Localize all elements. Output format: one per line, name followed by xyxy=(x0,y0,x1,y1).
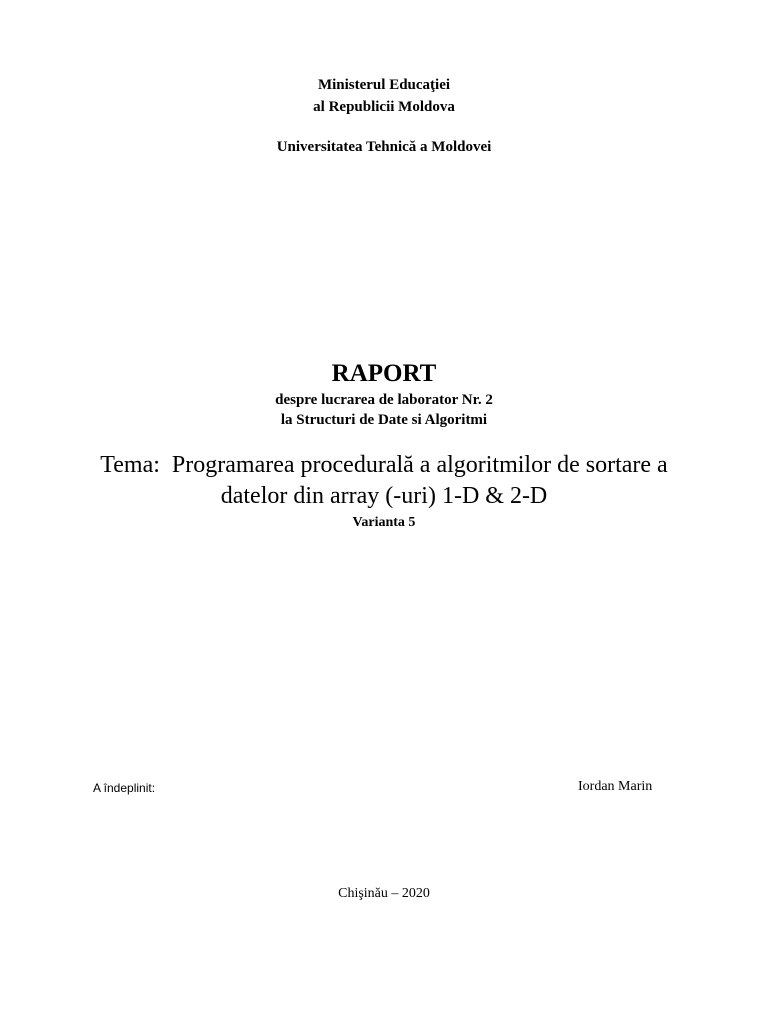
theme-line-1: Tema: Programarea procedurală a algoritmilor de sortare a xyxy=(100,452,668,478)
report-variant: Varianta 5 xyxy=(352,515,416,530)
report-title: RAPORT xyxy=(331,360,437,387)
report-subtitle xyxy=(0,390,768,430)
footer-place-year: Chişinău – 2020 xyxy=(338,886,430,901)
report-theme xyxy=(0,450,768,512)
ministry-line-2: al Republicii Moldova xyxy=(313,99,455,115)
subtitle-line-2: la Structuri de Date si Algoritmi xyxy=(280,412,488,428)
ministry-header xyxy=(0,74,768,118)
author-name: Iordan Marin xyxy=(578,779,653,794)
theme-line-2: datelor din array (-uri) 1-D & 2-D xyxy=(220,483,548,509)
ministry-line-1: Ministerul Educaţiei xyxy=(317,77,451,93)
university-name: Universitatea Tehnică a Moldovei xyxy=(276,139,492,155)
author-label: A îndeplinit: xyxy=(93,781,156,795)
subtitle-line-1: despre lucrarea de laborator Nr. 2 xyxy=(275,392,493,408)
